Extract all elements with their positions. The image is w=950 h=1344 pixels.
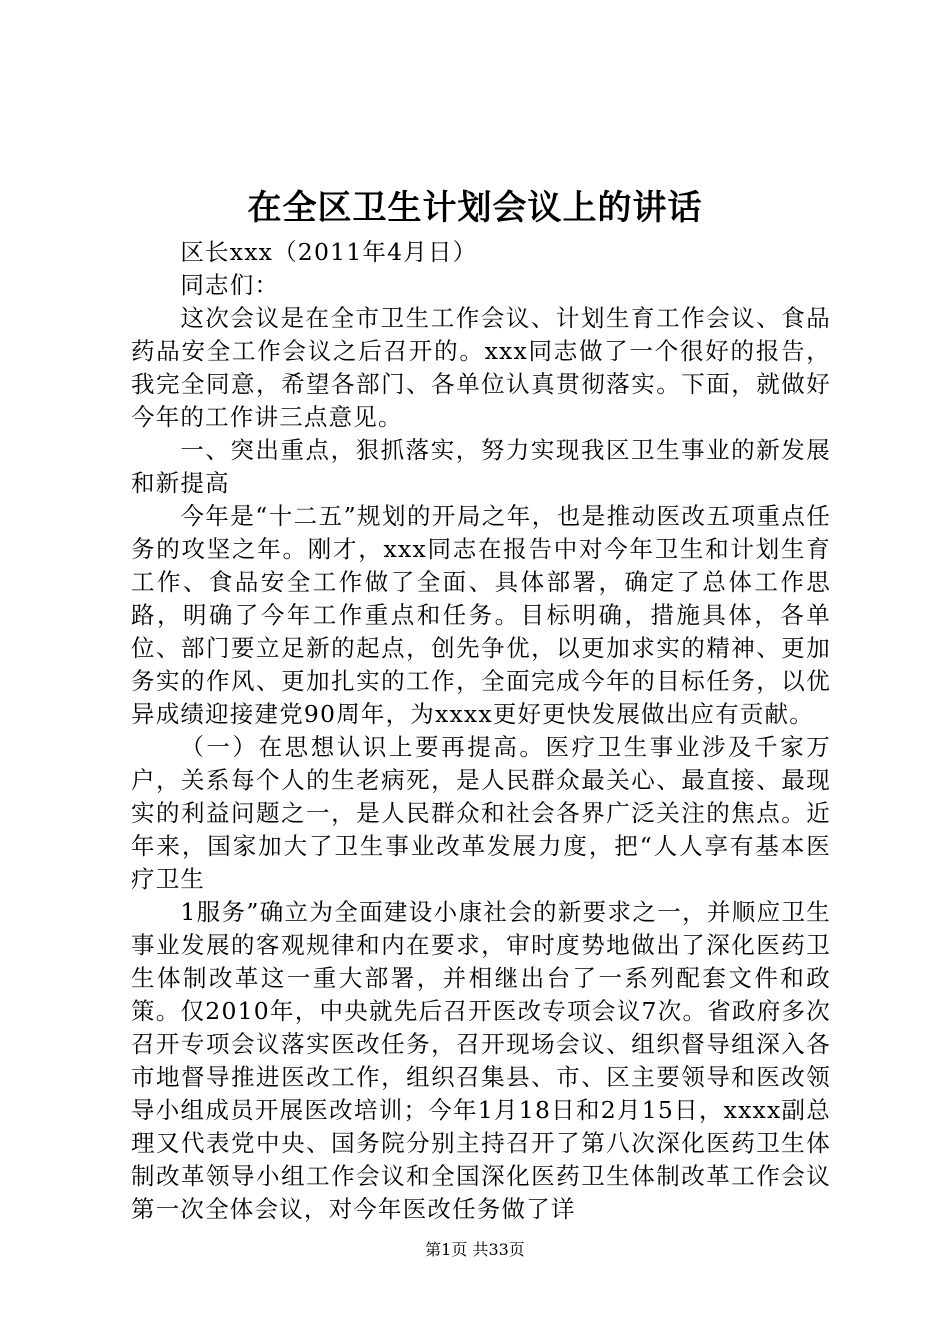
document-title: 在全区卫生计划会议上的讲话 bbox=[247, 188, 703, 228]
paragraph-intro: 这次会议是在全市卫生工作会议、计划生育工作会议、食品药品安全工作会议之后召开的。xxx同志做了一个很好的报告，我完全同意，希望各部门、各单位认真贯彻落实。下面，就做好今年的工作讲三点意见。 bbox=[131, 304, 831, 431]
author-line: 区长xxx（2011年4月日） bbox=[180, 238, 478, 266]
salutation: 同志们： bbox=[180, 271, 280, 299]
paragraph-subsection-1: （一）在思想认识上要再提高。医疗卫生事业涉及千家万户，关系每个人的生老病死，是人民群众最关心、最直接、最现实的利益问题之一，是人民群众和社会各界广泛关注的焦点。近年来，国家加大了卫生事业改革发展力度，把“人人享有基本医疗卫生 bbox=[131, 733, 831, 893]
paragraph-continued: 1服务”确立为全面建设小康社会的新要求之一，并顺应卫生事业发展的客观规律和内在要求，审时度势地做出了深化医药卫生体制改革这一重大部署，并相继出台了一系列配套文件和政策。仅2010年，中央就先后召开医改专项会议7次。省政府多次召开专项会议落实医改任务，召开现场会议、组织督导组深入各市地督导推进医改工作，组织召集县、市、区主要领导和医改领导小组成员开展医改培训；今年1月18日和2月15日，xxxx副总理又代表党中央、国务院分别主持召开了第八次深化医药卫生体制改革领导小组工作会议和全国深化医药卫生体制改革工作会议第一次全体会议，对今年医改任务做了详 bbox=[131, 898, 831, 1223]
document-body bbox=[131, 236, 831, 1226]
section-heading-1: 一、突出重点，狠抓落实，努力实现我区卫生事业的新发展和新提高 bbox=[131, 436, 831, 497]
paragraph-section-1: 今年是“十二五”规划的开局之年，也是推动医改五项重点任务的攻坚之年。刚才，xxx同志在报告中对今年卫生和计划生育工作、食品安全工作做了全面、具体部署，确定了总体工作思路，明确了今年工作重点和任务。目标明确，措施具体，各单位、部门要立足新的起点，创先争优，以更加求实的精神、更加务实的作风、更加扎实的工作，全面完成今年的目标任务，以优异成绩迎接建党90周年，为xxxx更好更快发展做出应有贡献。 bbox=[131, 502, 831, 728]
page-footer: 第1页 共33页 bbox=[425, 1240, 525, 1259]
